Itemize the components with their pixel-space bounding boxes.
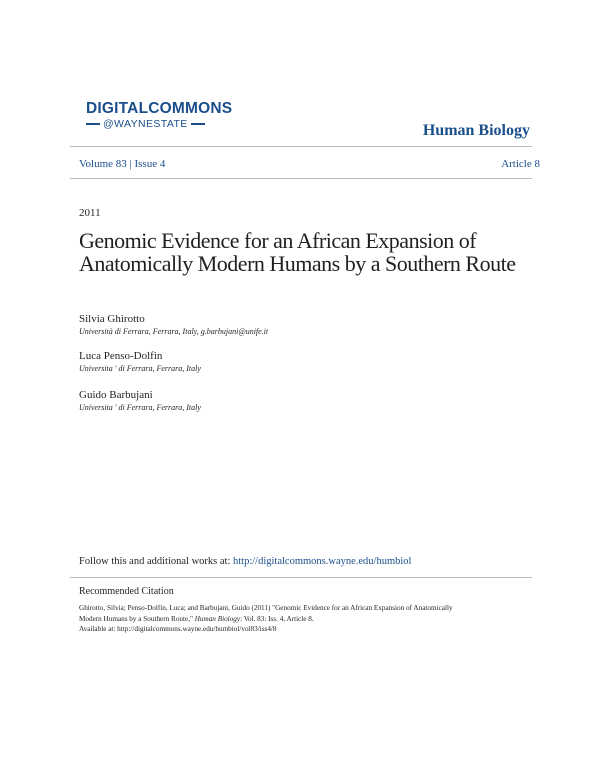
header-divider-bottom xyxy=(70,178,532,179)
recommended-citation-heading: Recommended Citation xyxy=(79,586,174,597)
logo-dash-left xyxy=(86,123,100,124)
header-divider-top xyxy=(70,146,532,147)
citation-block xyxy=(79,603,529,635)
citation-line-2 xyxy=(79,614,529,625)
follow-line xyxy=(79,556,411,567)
author-name[interactable]: Silvia Ghirotto xyxy=(79,313,145,325)
publication-year: 2011 xyxy=(79,207,101,219)
citation-available[interactable]: Available at: http://digitalcommons.wayne.edu/humbiol/vol83/iss4/8 xyxy=(79,625,277,633)
citation-journal: Human Biology xyxy=(194,614,241,623)
author-affiliation: Universita ' di Ferrara, Ferrara, Italy xyxy=(79,364,201,373)
logo-wordmark: DIGITALCOMMONS xyxy=(86,100,233,117)
follow-text: Follow this and additional works at: xyxy=(79,556,231,567)
article-number-link[interactable]: Article 8 xyxy=(501,158,540,170)
paper-title: Genomic Evidence for an African Expansion of Anatomically Modern Humans by a Southern Route xyxy=(79,228,516,276)
volume-issue-link[interactable]: Volume 83 | Issue 4 xyxy=(79,158,166,170)
author-affiliation: Università di Ferrara, Ferrara, Italy, g.barbujani@unife.it xyxy=(79,327,269,336)
logo-dash-right xyxy=(191,123,205,124)
citation-line-1: Ghirotto, Silvia; Penso-Dolfin, Luca; and Barbujani, Guido (2011) "Genomic Evidence for an African Expansion of Anatomically xyxy=(79,604,453,612)
citation-volume: : Vol. 83: Iss. 4, Article 8. xyxy=(240,614,314,623)
digitalcommons-logo[interactable] xyxy=(86,100,233,130)
journal-name[interactable]: Human Biology xyxy=(422,122,530,139)
citation-divider xyxy=(70,577,532,578)
author-name[interactable]: Guido Barbujani xyxy=(79,389,153,401)
author-name[interactable]: Luca Penso-Dolfin xyxy=(79,350,163,362)
author-affiliation: Universita ' di Ferrara, Ferrara, Italy xyxy=(79,403,201,412)
follow-link[interactable]: http://digitalcommons.wayne.edu/humbiol xyxy=(233,556,412,567)
citation-title-end: Modern Humans by a Southern Route," xyxy=(79,614,193,623)
logo-subtitle: @WAYNESTATE xyxy=(103,118,188,130)
